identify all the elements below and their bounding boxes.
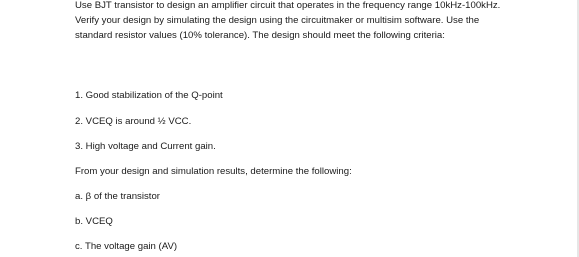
intro-paragraph	[75, 0, 565, 43]
intro-line-3: standard resistor values (10% tolerance). The design should meet the following criteria:	[75, 30, 445, 41]
item-b: b. VCEQ	[75, 216, 113, 227]
criterion-3: 3. High voltage and Current gain.	[75, 141, 216, 152]
intro-line-2: Verify your design by simulating the design using the circuitmaker or multisim software. Use the	[75, 15, 480, 26]
item-c: c. The voltage gain (AV)	[75, 241, 178, 252]
intro-line-1: Use BJT transistor to design an amplifier circuit that operates in the frequency range 10kHz-100kHz.	[75, 0, 501, 11]
criterion-1: 1. Good stabilization of the Q-point	[75, 90, 223, 101]
criterion-2: 2. VCEQ is around ½ VCC.	[75, 116, 192, 127]
item-a: a. β of the transistor	[75, 191, 160, 202]
determine-heading: From your design and simulation results, determine the following:	[75, 166, 352, 177]
